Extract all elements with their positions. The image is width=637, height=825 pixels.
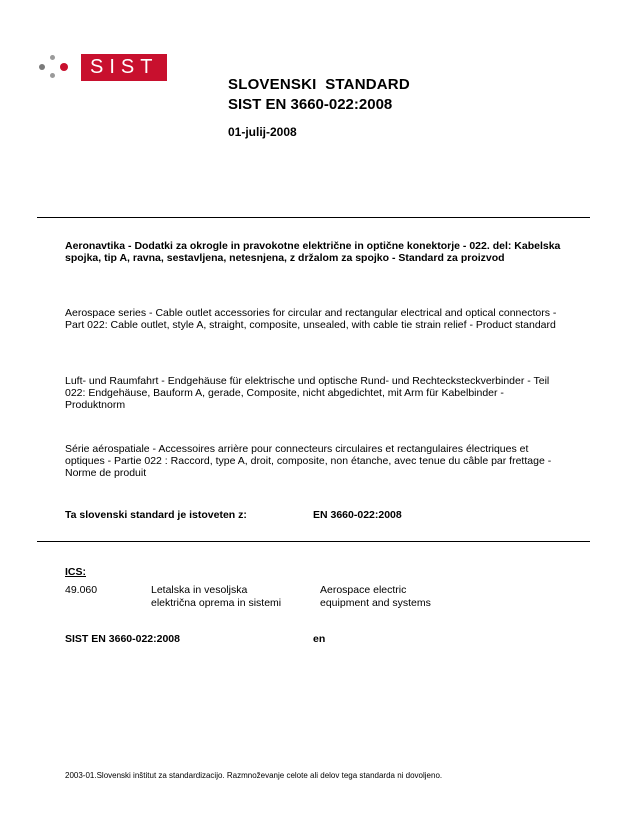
title-english: Aerospace series - Cable outlet accessories for circular and rectangular electrical and optical connectors - Part 022: Cable outlet, style A, straight, composite, unsealed, with cable tie strain relief - Product standard: [65, 307, 557, 331]
standard-title: SLOVENSKI STANDARD: [228, 76, 410, 93]
ics-slovenian-line1: Letalska in vesoljska: [151, 584, 248, 596]
ics-slovenian-line2: električna oprema in sistemi: [151, 597, 282, 609]
title-german: Luft- und Raumfahrt - Endgehäuse für elektrische und optische Rund- und Rechtecksteckverbinder - Teil 022: Endgehäuse, Bauform A, gerade, Composite, nicht abgedichtet, mit Arm für Kabelbinder - Produktnorm: [65, 375, 550, 411]
ics-english-line1: Aerospace electric: [320, 584, 407, 596]
sist-logo: [37, 52, 167, 82]
title-french: Série aérospatiale - Accessoires arrière pour connecteurs circulaires et rectangulaires électriques et optiques - Partie 022 : Raccord, type A, droit, composite, non étanche, avec tenue du câble par frettage - Norme de produit: [65, 443, 552, 479]
bottom-standard-code: SIST EN 3660-022:2008: [65, 633, 180, 645]
middle-divider: [37, 541, 590, 542]
logo-text: SIST: [81, 54, 167, 81]
bottom-language: en: [313, 633, 326, 645]
identical-label: Ta slovenski standard je istoveten z:: [65, 509, 247, 521]
identical-value: EN 3660-022:2008: [313, 509, 402, 521]
ics-english-line2: equipment and systems: [320, 597, 431, 609]
logo-dots-icon: [37, 52, 81, 82]
standard-heading: [228, 76, 410, 139]
standard-date: 01-julij-2008: [228, 125, 297, 139]
standard-code: SIST EN 3660-022:2008: [228, 96, 393, 113]
ics-code: 49.060: [65, 584, 98, 596]
top-divider: [37, 217, 590, 218]
title-slovenian: Aeronavtika - Dodatki za okrogle in pravokotne električne in optične konektorje - 022. del: Kabelska spojka, tip A, ravna, sestavljena, netesnjena, z držalom za spojko - Standard za proizvod: [65, 240, 561, 264]
copyright-footer: 2003-01.Slovenski inštitut za standardizacijo. Razmnoževanje celote ali delov tega standarda ni dovoljeno.: [65, 771, 443, 780]
ics-label: ICS:: [65, 566, 86, 578]
